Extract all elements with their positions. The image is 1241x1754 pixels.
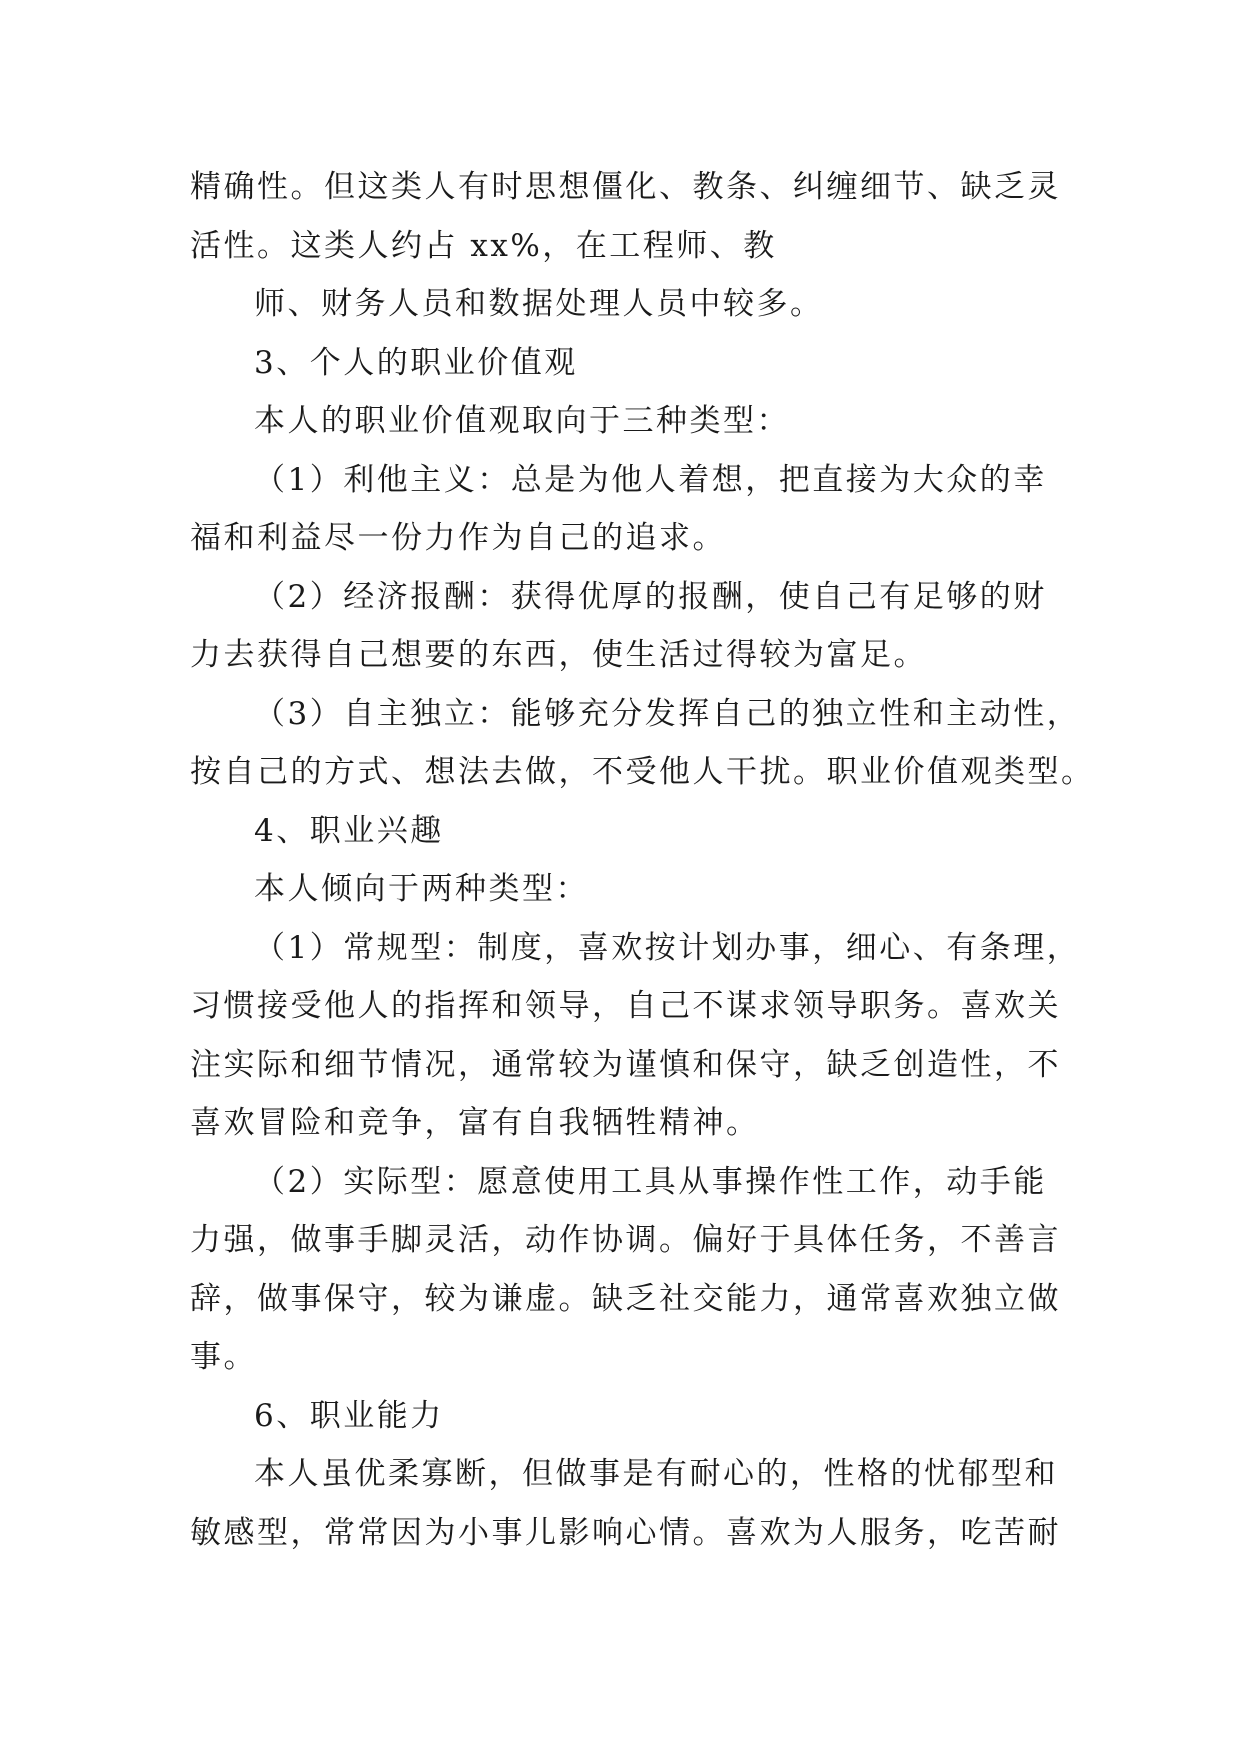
section-heading: 3、个人的职业价值观 xyxy=(254,344,578,381)
text-line: 习惯接受他人的指挥和领导，自己不谋求领导职务。喜欢关 xyxy=(190,988,1061,1024)
text-line: 本人的职业价值观取向于三种类型： xyxy=(254,403,790,439)
body-text xyxy=(190,158,1095,1562)
text-line: 本人虽优柔寡断，但做事是有耐心的，性格的忧郁型和 xyxy=(254,1456,1058,1492)
section-heading: 6、职业能力 xyxy=(254,1397,444,1434)
text-line: 事。 xyxy=(190,1339,257,1375)
text-line: 注实际和细节情况，通常较为谨慎和保守，缺乏创造性，不 xyxy=(190,1046,1061,1083)
text-line: 辞，做事保守，较为谦虚。缺乏社交能力，通常喜欢独立做 xyxy=(190,1280,1061,1317)
text-line: 本人倾向于两种类型： xyxy=(254,871,589,907)
text-line: 福和利益尽一份力作为自己的追求。 xyxy=(190,520,726,556)
text-line: 敏感型，常常因为小事儿影响心情。喜欢为人服务，吃苦耐 xyxy=(190,1514,1061,1551)
text-line: （2）实际型：愿意使用工具从事操作性工作，动手能 xyxy=(254,1163,1047,1200)
text-line: 按自己的方式、想法去做，不受他人干扰。职业价值观类型。 xyxy=(190,754,1095,790)
text-line: 喜欢冒险和竞争，富有自我牺牲精神。 xyxy=(190,1105,760,1141)
text-line: 活性。这类人约占 xx%，在工程师、教 xyxy=(190,227,777,264)
text-line: （1）利他主义：总是为他人着想，把直接为大众的幸 xyxy=(254,461,1047,498)
text-line: 力去获得自己想要的东西，使生活过得较为富足。 xyxy=(190,637,927,673)
text-line: 精确性。但这类人有时思想僵化、教条、纠缠细节、缺乏灵 xyxy=(190,169,1061,205)
text-line: 力强，做事手脚灵活，动作协调。偏好于具体任务，不善言 xyxy=(190,1222,1061,1258)
text-line: （2）经济报酬：获得优厚的报酬，使自己有足够的财 xyxy=(254,578,1047,615)
text-line: （3）自主独立：能够充分发挥自己的独立性和主动性， xyxy=(254,695,1081,732)
section-heading: 4、职业兴趣 xyxy=(254,812,444,849)
text-line: （1）常规型：制度，喜欢按计划办事，细心、有条理， xyxy=(254,929,1081,966)
text-line: 师、财务人员和数据处理人员中较多。 xyxy=(254,286,824,322)
